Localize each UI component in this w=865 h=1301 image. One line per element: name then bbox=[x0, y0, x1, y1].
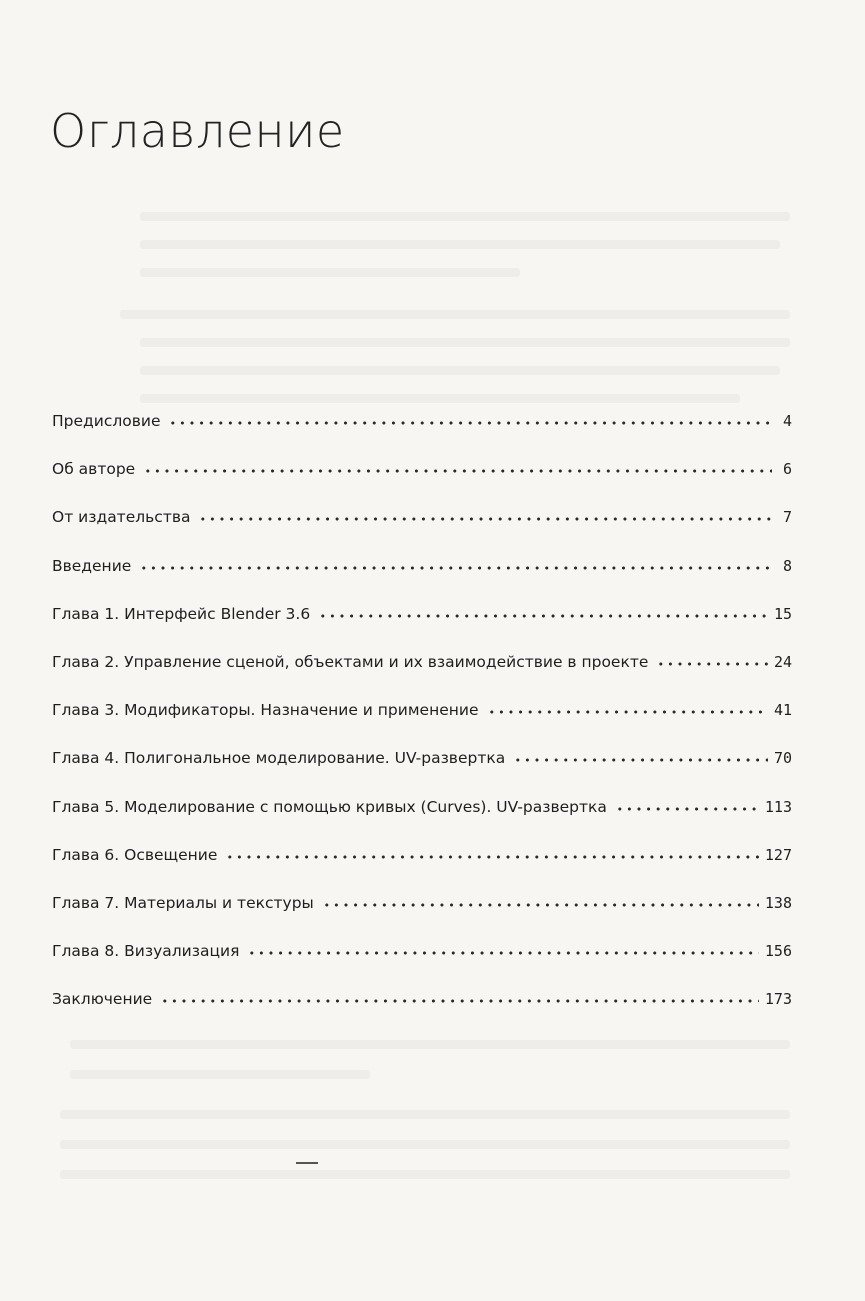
dot-leader bbox=[225, 855, 758, 859]
toc-entry[interactable] bbox=[52, 412, 792, 460]
toc-entry-label: Глава 2. Управление сценой, объектами и их взаимодействие в проекте bbox=[52, 652, 649, 671]
toc-entry-label: Глава 8. Визуализация bbox=[52, 942, 240, 961]
toc-entry-label: Глава 3. Модификаторы. Назначение и применение bbox=[52, 701, 479, 720]
toc-entry-page-number: 156 bbox=[764, 942, 792, 961]
dot-leader bbox=[513, 758, 768, 762]
toc-entry-label: Заключение bbox=[52, 990, 153, 1009]
dot-leader bbox=[247, 951, 758, 955]
dot-leader bbox=[160, 999, 759, 1003]
toc-entry-label: Глава 7. Материалы и текстуры bbox=[52, 893, 314, 912]
dot-leader bbox=[487, 710, 768, 714]
toc-entry-label: Об авторе bbox=[52, 460, 136, 479]
toc-entry[interactable] bbox=[52, 894, 792, 942]
toc-entry[interactable] bbox=[52, 557, 792, 605]
toc-entry[interactable] bbox=[52, 605, 792, 653]
toc-entry-page-number: 6 bbox=[782, 460, 792, 479]
toc-entry[interactable] bbox=[52, 749, 792, 797]
toc-entry-page-number: 7 bbox=[782, 508, 792, 527]
page-title: Оглавление bbox=[50, 104, 345, 158]
toc-entry[interactable] bbox=[52, 508, 792, 556]
toc-entry-label: Введение bbox=[52, 556, 132, 575]
dot-leader bbox=[168, 421, 772, 425]
toc-entry-label: Глава 1. Интерфейс Blender 3.6 bbox=[52, 604, 311, 623]
dot-leader bbox=[139, 566, 772, 570]
toc-entry-page-number: 15 bbox=[773, 604, 792, 623]
toc-entry[interactable] bbox=[52, 942, 792, 990]
dot-leader bbox=[198, 517, 772, 521]
toc-entry-page-number: 41 bbox=[773, 701, 792, 720]
toc-entry[interactable] bbox=[52, 653, 792, 701]
toc-entry[interactable] bbox=[52, 460, 792, 508]
toc-entry-page-number: 70 bbox=[773, 749, 792, 768]
toc-entry-label: Глава 5. Моделирование с помощью кривых (Curves). UV-развертка bbox=[52, 797, 607, 816]
dot-leader bbox=[318, 614, 768, 618]
toc-entry[interactable] bbox=[52, 846, 792, 894]
print-mark bbox=[296, 1162, 318, 1164]
dot-leader bbox=[615, 807, 759, 811]
toc-entry[interactable] bbox=[52, 798, 792, 846]
toc-entry-page-number: 138 bbox=[764, 893, 792, 912]
dot-leader bbox=[143, 469, 772, 473]
toc-entry-page-number: 127 bbox=[764, 845, 792, 864]
toc-entry-label: От издательства bbox=[52, 508, 191, 527]
dot-leader bbox=[656, 662, 768, 666]
toc-entry-page-number: 8 bbox=[782, 556, 792, 575]
toc-entry-page-number: 4 bbox=[782, 412, 792, 430]
toc-entry-label: Предисловие bbox=[52, 412, 161, 430]
toc-entry-page-number: 24 bbox=[773, 652, 792, 671]
table-of-contents bbox=[52, 412, 792, 1038]
toc-entry[interactable] bbox=[52, 990, 792, 1038]
toc-entry-label: Глава 6. Освещение bbox=[52, 845, 218, 864]
dot-leader bbox=[322, 903, 759, 907]
toc-entry-page-number: 113 bbox=[764, 797, 792, 816]
toc-entry[interactable] bbox=[52, 701, 792, 749]
toc-entry-label: Глава 4. Полигональное моделирование. UV-развертка bbox=[52, 749, 506, 768]
toc-entry-page-number: 173 bbox=[764, 990, 792, 1009]
